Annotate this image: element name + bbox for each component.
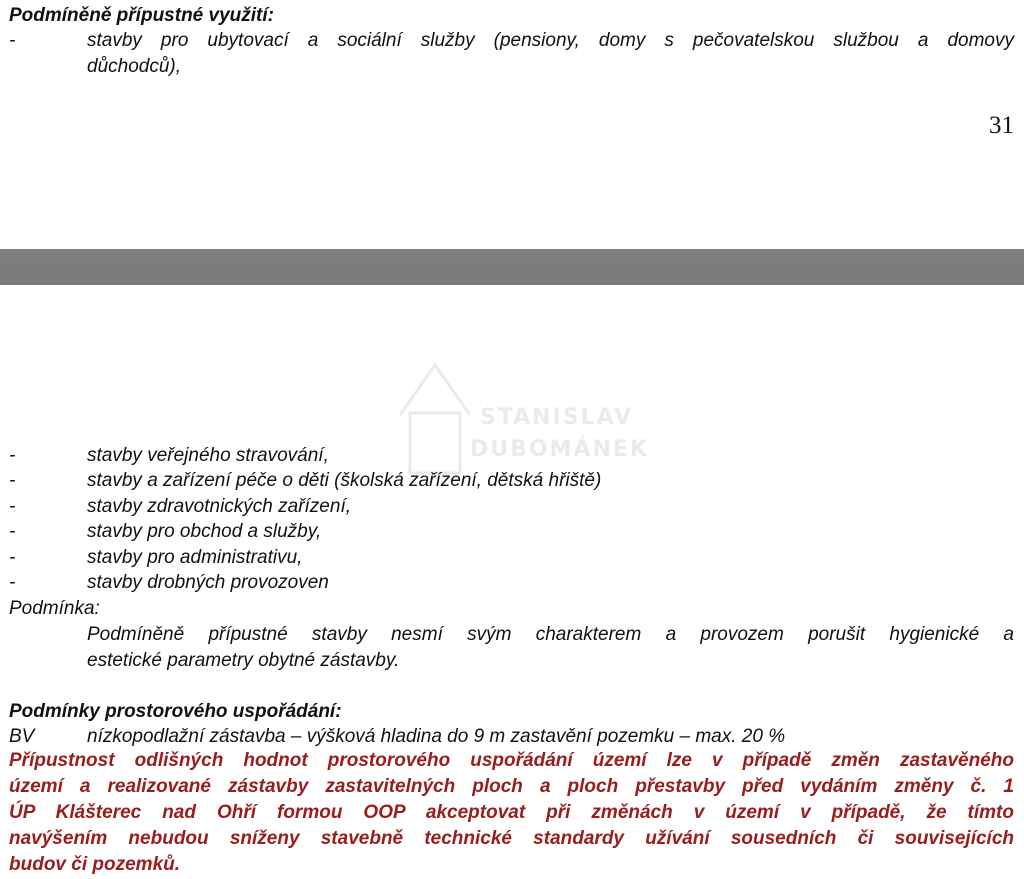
- section-heading-spatial: Podmínky prostorového uspořádání:: [9, 701, 342, 722]
- list-item: [0, 519, 1024, 544]
- condition-label: Podmínka:: [9, 598, 100, 619]
- watermark-line1: STANISLAV: [480, 405, 634, 430]
- list-dash: -: [9, 495, 16, 517]
- list-item-text: stavby a zařízení péče o děti (školská zařízení, dětská hřiště): [87, 470, 602, 492]
- use-list: [0, 443, 1024, 595]
- list-item-text: stavby zdravotnických zařízení,: [87, 495, 351, 517]
- watermark-line2: DUBOMÁNEK: [470, 437, 650, 462]
- list-item: [0, 443, 1024, 468]
- list-item: [0, 570, 1024, 595]
- section-heading-conditional-use: Podmíněně přípustné využití:: [9, 5, 274, 26]
- amendment-line: ÚP Klášterec nad Ohří formou OOP akceptovat při změnách v území v případě, že tímto: [9, 802, 1014, 823]
- amendment-line: Přípustnost odlišných hodnot prostorového uspořádání území lze v případě změn zastavěného: [9, 750, 1014, 771]
- amendment-line: území a realizované zástavby zastavitelných ploch a ploch přestavby před vydáním změny č. 1: [9, 776, 1014, 797]
- list-dash: -: [9, 571, 16, 593]
- list-item-continuation: důchodců),: [87, 56, 182, 77]
- list-item: [0, 494, 1024, 519]
- list-item-text: stavby pro ubytovací a sociální služby (pensiony, domy s pečovatelskou službou a domovy: [87, 30, 1014, 51]
- condition-text: Podmíněně přípustné stavby nesmí svým charakterem a provozem porušit hygienické a: [87, 624, 1014, 645]
- list-dash: -: [9, 30, 16, 51]
- condition-text-continuation: estetické parametry obytné zástavby.: [87, 650, 400, 671]
- page-number: 31: [989, 112, 1014, 139]
- list-dash: -: [9, 546, 16, 568]
- list-item-text: stavby pro obchod a služby,: [87, 521, 322, 543]
- amendment-line: navýšením nebudou sníženy stavebně technické standardy užívání sousedních či souvisejících: [9, 828, 1014, 849]
- list-item: [0, 28, 1024, 53]
- condition-text-line: [0, 622, 1024, 647]
- list-item-text: stavby veřejného stravování,: [87, 445, 329, 466]
- page-break-divider: [0, 249, 1024, 285]
- list-dash: -: [9, 521, 16, 543]
- list-item-text: stavby drobných provozoven: [87, 571, 329, 593]
- list-dash: -: [9, 470, 16, 492]
- list-item: [0, 468, 1024, 493]
- amendment-paragraph: [9, 748, 1014, 878]
- list-dash: -: [9, 445, 16, 466]
- list-item-text: stavby pro administrativu,: [87, 546, 303, 568]
- amendment-line: budov či pozemků.: [9, 854, 181, 875]
- zone-description: nízkopodlažní zástavba – výšková hladina do 9 m zastavění pozemku – max. 20 %: [87, 726, 786, 747]
- zone-code: BV: [9, 726, 35, 747]
- list-item: [0, 545, 1024, 570]
